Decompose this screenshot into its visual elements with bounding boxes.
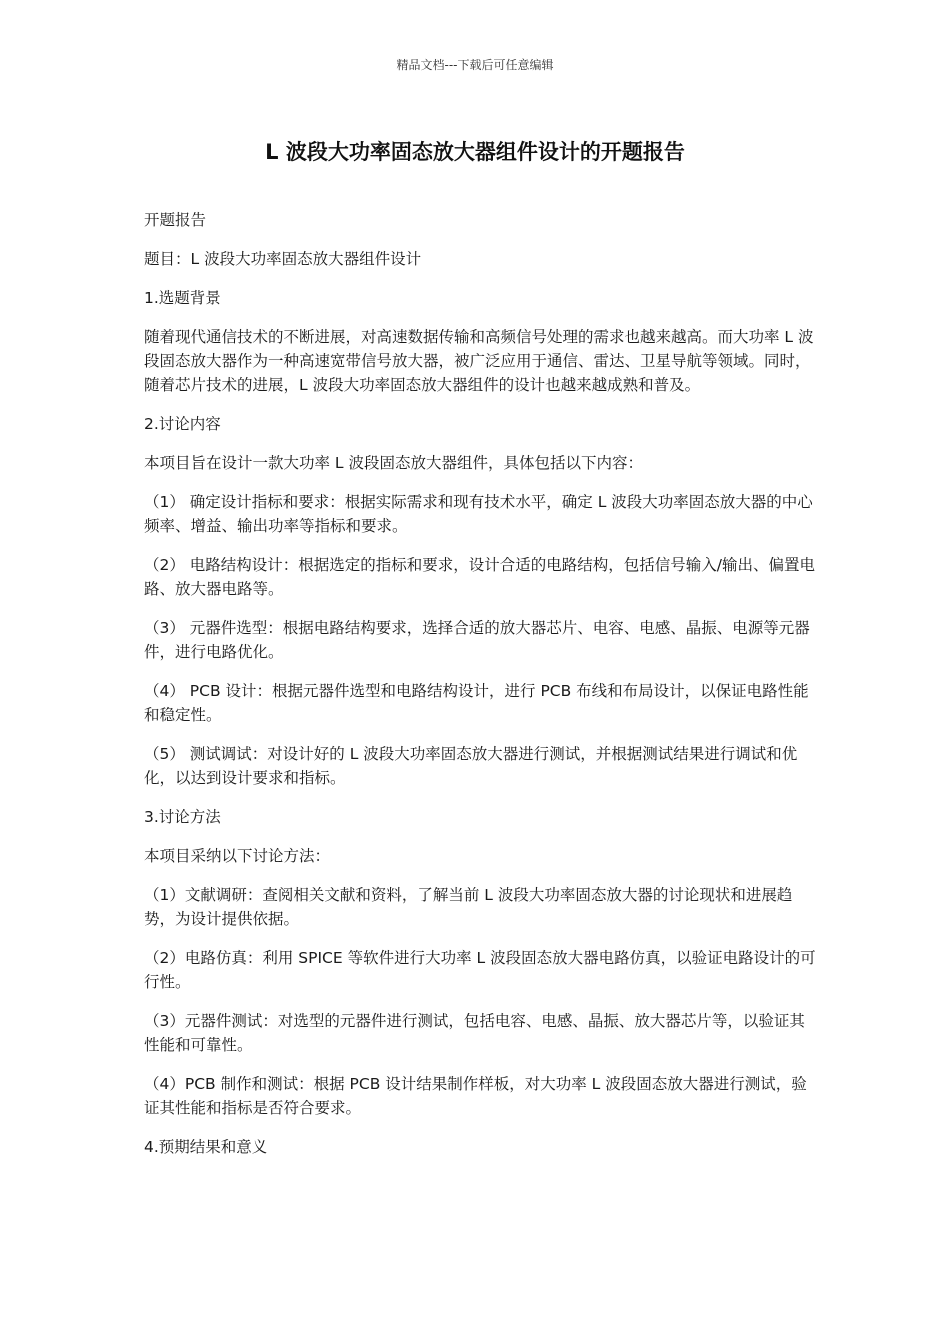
list-item-content-3: （3） 元器件选型：根据电路结构要求，选择合适的放大器芯片、电容、电感、晶振、电源等元器件，进行电路优化。 [144, 619, 810, 661]
list-item-method-3: （3）元器件测试：对选型的元器件进行测试，包括电容、电感、晶振、放大器芯片等，以验证其性能和可靠性。 [144, 1012, 805, 1054]
list-item-method-1: （1）文献调研：查阅相关文献和资料，了解当前 L 波段大功率固态放大器的讨论现状和进展趋势，为设计提供依据。 [144, 886, 793, 928]
list-item-method-2: （2）电路仿真：利用 SPICE 等软件进行大功率 L 波段固态放大器电路仿真，以验证电路设计的可行性。 [144, 949, 816, 991]
document-body [144, 208, 816, 1174]
paragraph-methods-intro: 本项目采纳以下讨论方法： [144, 847, 331, 865]
document-title: L 波段大功率固态放大器组件设计的开题报告 [265, 140, 685, 164]
paragraph-topic: 题目：L 波段大功率固态放大器组件设计 [144, 250, 422, 268]
section-heading-background: 1.选题背景 [144, 289, 221, 307]
section-heading-expected-results: 4.预期结果和意义 [144, 1138, 268, 1156]
list-item-content-4: （4） PCB 设计：根据元器件选型和电路结构设计，进行 PCB 布线和布局设计，以保证电路性能和稳定性。 [144, 682, 809, 724]
list-item-content-1: （1） 确定设计指标和要求：根据实际需求和现有技术水平，确定 L 波段大功率固态放大器的中心频率、增益、输出功率等指标和要求。 [144, 493, 813, 535]
list-item-method-4: （4）PCB 制作和测试：根据 PCB 设计结果制作样板，对大功率 L 波段固态放大器进行测试，验证其性能和指标是否符合要求。 [144, 1075, 807, 1117]
paragraph-content-intro: 本项目旨在设计一款大功率 L 波段固态放大器组件，具体包括以下内容： [144, 454, 643, 472]
list-item-content-2: （2） 电路结构设计：根据选定的指标和要求，设计合适的电路结构，包括信号输入/输出、偏置电路、放大器电路等。 [144, 556, 816, 598]
section-heading-content: 2.讨论内容 [144, 415, 221, 433]
list-item-content-5: （5） 测试调试：对设计好的 L 波段大功率固态放大器进行测试，并根据测试结果进行调试和优化，以达到设计要求和指标。 [144, 745, 798, 787]
page-header: 精品文档---下载后可任意编辑 [396, 58, 554, 72]
paragraph-report-label: 开题报告 [144, 211, 207, 229]
section-heading-methods: 3.讨论方法 [144, 808, 221, 826]
paragraph-background: 随着现代通信技术的不断进展，对高速数据传输和高频信号处理的需求也越来越高。而大功率 L 波段固态放大器作为一种高速宽带信号放大器，被广泛应用于通信、雷达、卫星导航等领域。同时，随着芯片技术的进展，L 波段大功率固态放大器组件的设计也越来越成熟和普及。 [144, 328, 814, 394]
